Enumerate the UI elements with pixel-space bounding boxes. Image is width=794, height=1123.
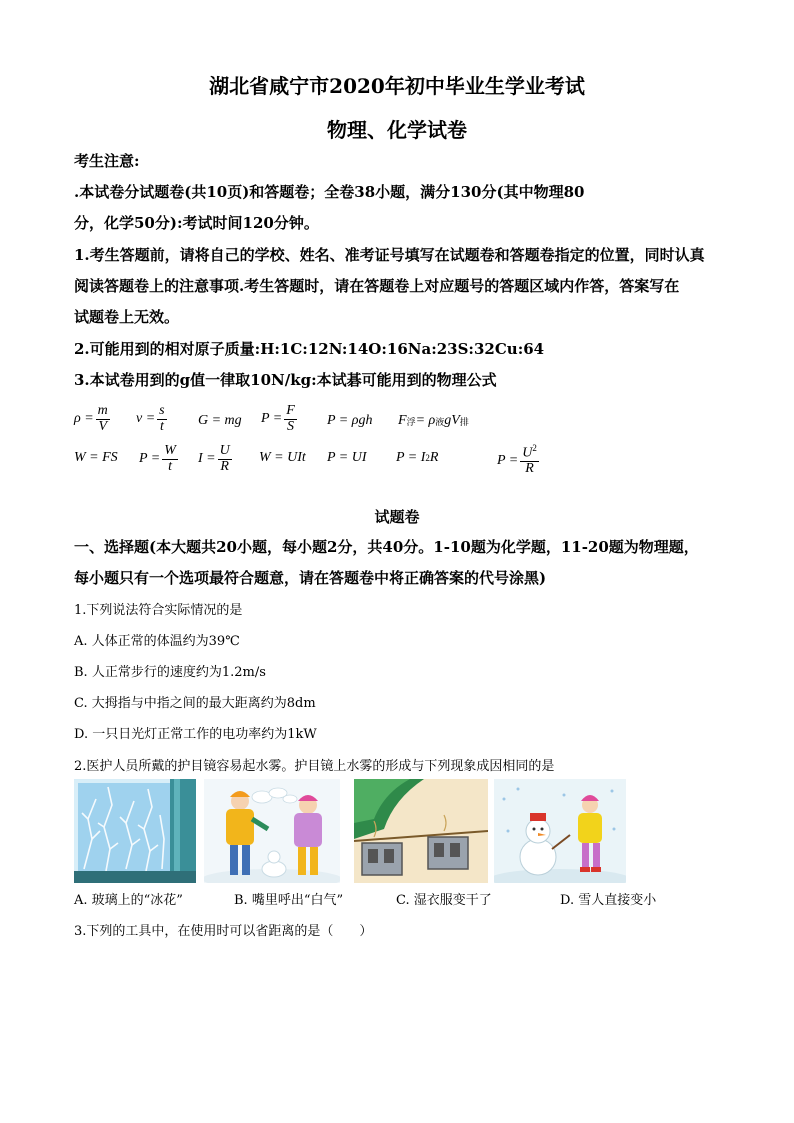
section1-line-2: 每小题只有一个选项最符合题意，请在答题卷中将正确答案的代号涂黑) [74,569,547,587]
notes-line-7: 3.本试卷用到的g值一律取10N/kg:本试碁可能用到的物理公式 [74,371,497,389]
notes-line-5: 试题卷上无效。 [74,308,180,326]
formula-work: W = FS [74,450,118,465]
physics-formulas [74,400,734,495]
notes-line-6: 2.可能用到的相对原子质量:H:1C:12N:14O:16Na:23S:32Cu:64 [74,340,545,358]
notes-line-2: 分，化学50分):考试时间120分钟。 [74,214,319,232]
section1-line-1: 一、选择题(本大题共20小题，每小题2分，共40分。1-10题为化学题，11-20题为物理题， [74,538,699,556]
picture-window-frost [74,779,196,883]
formula-power-u2r: P = $\frac{U^2}{R}$ [497,443,537,477]
q1-option-c: C. 大拇指与中指之间的最大距离约为8dm [74,696,316,711]
exam-subtitle: 物理、化学试卷 [327,118,467,142]
formula-gravity: G = mg [198,413,242,428]
picture-breath-children [204,779,340,883]
q2-option-a: A. 玻璃上的“冰花” [74,893,183,908]
notes-line-1: .本试卷分试题卷(共10页)和答题卷；全卷38小题，满分130分(其中物理80 [74,183,585,201]
formula-liquid-pressure: P = ρgh [327,413,373,428]
notes-line-3: 1.考生答题前，请将自己的学校、姓名、准考证号填写在试题卷和答题卷指定的位置，同时认真 [74,246,705,264]
formula-speed: v = $\frac{s}{t}$ [136,403,165,434]
q2-option-d: D. 雪人直接变小 [560,893,657,908]
exam-title: 湖北省咸宁市2020年初中毕业生学业考试 [209,74,585,98]
formula-density: ρ = $\frac{m}{V}$ [74,403,108,434]
formula-ohm: I = $\frac{U}{R}$ [198,443,230,474]
formula-electric-work: W = UIt [259,450,306,465]
formula-buoyancy: F 浮 = ρ 液 gV 排 [398,413,469,428]
formula-power-i2r: P = I 2 R [396,450,439,465]
formula-power: P = $\frac{W}{t}$ [139,443,176,474]
picture-snowman [494,779,626,883]
q2-option-c: C. 湿衣服变干了 [396,893,492,908]
notes-line-4: 阅读答题卷上的注意事项.考生答题时，请在答题卷上对应题号的答题区域内作答，答案写在 [74,277,680,295]
picture-clothes-drying [354,779,488,883]
q1-stem: 1.下列说法符合实际情况的是 [74,603,243,618]
q3-stem: 3.下列的工具中，在使用时可以省距离的是（ ） [74,924,373,939]
formula-pressure: P = $\frac{F}{S}$ [261,403,295,434]
q1-option-b: B. 人正常步行的速度约为1.2m/s [74,665,266,680]
notes-heading: 考生注意: [74,152,140,170]
q1-option-a: A. 人体正常的体温约为39℃ [74,634,240,649]
q2-option-b: B. 嘴里呼出“白气” [234,893,344,908]
q2-stem: 2.医护人员所戴的护目镜容易起水雾。护目镜上水雾的形成与下列现象成因相同的是 [74,759,555,774]
q1-option-d: D. 一只日光灯正常工作的电功率约为1kW [74,727,317,742]
formula-electric-power: P = UI [327,450,367,465]
section-label: 试题卷 [374,508,420,526]
